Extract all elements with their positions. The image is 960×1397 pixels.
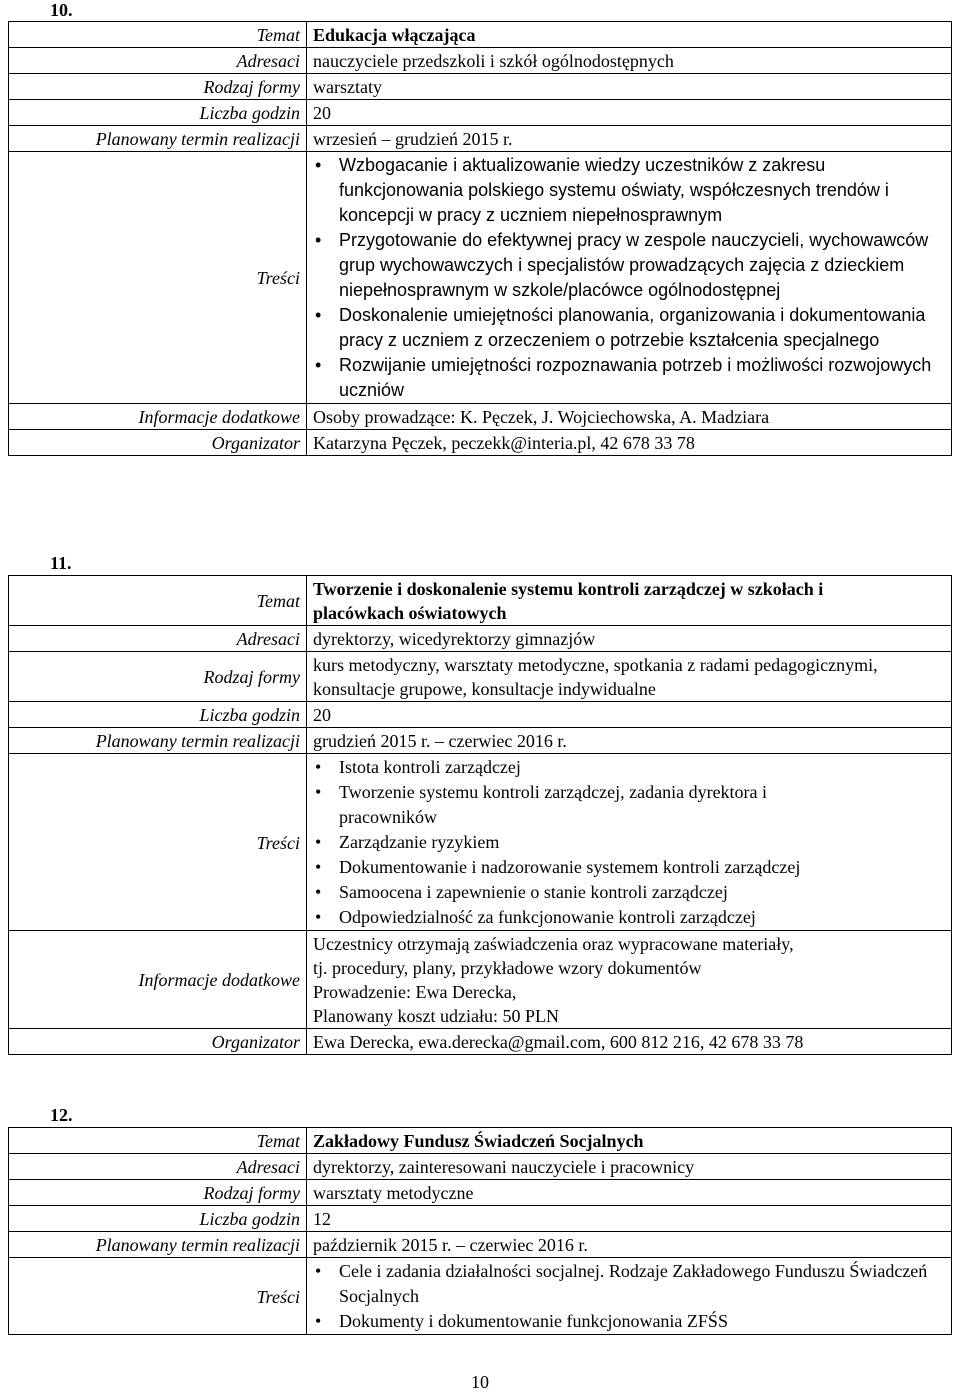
row-organizator xyxy=(9,1029,952,1055)
row-liczba xyxy=(9,702,952,728)
label: Planowany termin realizacji xyxy=(9,728,307,754)
label: Organizator xyxy=(9,1029,307,1055)
label: Adresaci xyxy=(9,1154,307,1180)
value: 12 xyxy=(307,1206,952,1232)
entry-table xyxy=(8,575,952,1055)
content-list xyxy=(313,1259,945,1334)
row-adresaci xyxy=(9,48,952,74)
list-item: • Dokumenty i dokumentowanie funkcjonowania ZFŚS xyxy=(339,1309,945,1334)
value: Katarzyna Pęczek, peczekk@interia.pl, 42 678 33 78 xyxy=(307,430,952,456)
row-temat xyxy=(9,1128,952,1154)
content-list xyxy=(313,153,945,403)
list-item: • Doskonalenie umiejętności planowania, organizowania i dokumentowania pracy z uczniem z orzeczeniem o potrzebie kształcenia specjalnego xyxy=(339,303,945,353)
row-tresci xyxy=(9,152,952,404)
label: Liczba godzin xyxy=(9,1206,307,1232)
label: Liczba godzin xyxy=(9,702,307,728)
label: Rodzaj formy xyxy=(9,74,307,100)
label: Rodzaj formy xyxy=(9,652,307,702)
row-rodzaj xyxy=(9,74,952,100)
label: Planowany termin realizacji xyxy=(9,126,307,152)
value: Osoby prowadzące: K. Pęczek, J. Wojciechowska, A. Madziara xyxy=(307,404,952,430)
row-rodzaj xyxy=(9,1180,952,1206)
value: dyrektorzy, wicedyrektorzy gimnazjów xyxy=(307,626,952,652)
row-adresaci xyxy=(9,626,952,652)
label: Treści xyxy=(9,754,307,931)
topic-value: Edukacja włączająca xyxy=(307,22,952,48)
list-item: • Wzbogacanie i aktualizowanie wiedzy uczestników z zakresu funkcjonowania polskiego systemu oświaty, współczesnych trendów i koncepcji w pracy z uczniem niepełnosprawnym xyxy=(339,153,945,228)
label: Informacje dodatkowe xyxy=(9,404,307,430)
value: warsztaty metodyczne xyxy=(307,1180,952,1206)
entry-number: 11. xyxy=(50,553,72,573)
row-tresci xyxy=(9,754,952,931)
label: Adresaci xyxy=(9,48,307,74)
row-informacje xyxy=(9,931,952,1029)
content-list-cell xyxy=(307,754,952,931)
list-item: • Samoocena i zapewnienie o stanie kontroli zarządczej xyxy=(339,880,855,905)
row-organizator xyxy=(9,430,952,456)
label: Temat xyxy=(9,22,307,48)
list-item: • Przygotowanie do efektywnej pracy w zespole nauczycieli, wychowawców grup wychowawczych i specjalistów prowadzących zajęcia z dzieckiem niepełnosprawnym w szkole/placówce ogólnodostępnej xyxy=(339,228,945,303)
label: Treści xyxy=(9,152,307,404)
label: Planowany termin realizacji xyxy=(9,1232,307,1258)
value: dyrektorzy, zainteresowani nauczyciele i pracownicy xyxy=(307,1154,952,1180)
label: Adresaci xyxy=(9,626,307,652)
value: wrzesień – grudzień 2015 r. xyxy=(307,126,952,152)
value: kurs metodyczny, warsztaty metodyczne, spotkania z radami pedagogicznymi, konsultacje grupowe, konsultacje indywidualne xyxy=(307,652,952,702)
label: Temat xyxy=(9,576,307,626)
value: październik 2015 r. – czerwiec 2016 r. xyxy=(307,1232,952,1258)
row-temat xyxy=(9,22,952,48)
value: grudzień 2015 r. – czerwiec 2016 r. xyxy=(307,728,952,754)
value: 20 xyxy=(307,702,952,728)
row-informacje xyxy=(9,404,952,430)
content-list-cell xyxy=(307,1258,952,1335)
row-tresci xyxy=(9,1258,952,1335)
topic-value: Zakładowy Fundusz Świadczeń Socjalnych xyxy=(307,1128,952,1154)
content-list-cell xyxy=(307,152,952,404)
content-list xyxy=(313,755,945,930)
entry-number: 12. xyxy=(50,1105,73,1125)
row-liczba xyxy=(9,1206,952,1232)
label: Liczba godzin xyxy=(9,100,307,126)
row-termin xyxy=(9,1232,952,1258)
value: nauczyciele przedszkoli i szkół ogólnodostępnych xyxy=(307,48,952,74)
row-rodzaj xyxy=(9,652,952,702)
list-item: • Dokumentowanie i nadzorowanie systemem kontroli zarządczej xyxy=(339,855,855,880)
list-item: • Istota kontroli zarządczej xyxy=(339,755,855,780)
label: Rodzaj formy xyxy=(9,1180,307,1206)
list-item: • Tworzenie systemu kontroli zarządczej, zadania dyrektora i pracowników xyxy=(339,780,855,830)
row-temat xyxy=(9,576,952,626)
row-termin xyxy=(9,126,952,152)
info-line: tj. procedury, plany, przykładowe wzory dokumentów xyxy=(313,958,702,978)
value: 20 xyxy=(307,100,952,126)
label: Informacje dodatkowe xyxy=(9,931,307,1029)
label: Treści xyxy=(9,1258,307,1335)
entry-number: 10. xyxy=(50,0,73,20)
entry-table xyxy=(8,21,952,456)
value: warsztaty xyxy=(307,74,952,100)
topic-value: Tworzenie i doskonalenie systemu kontroli zarządczej w szkołach i placówkach oświatowych xyxy=(307,576,952,626)
list-item: • Rozwijanie umiejętności rozpoznawania potrzeb i możliwości rozwojowych uczniów xyxy=(339,353,945,403)
list-item: • Odpowiedzialność za funkcjonowanie kontroli zarządczej xyxy=(339,905,855,930)
entry-table xyxy=(8,1127,952,1335)
list-item: • Cele i zadania działalności socjalnej. Rodzaje Zakładowego Funduszu Świadczeń Socjalnych xyxy=(339,1259,945,1309)
row-termin xyxy=(9,728,952,754)
row-adresaci xyxy=(9,1154,952,1180)
info-lines xyxy=(307,931,952,1029)
info-line: Planowany koszt udziału: 50 PLN xyxy=(313,1006,559,1026)
label: Organizator xyxy=(9,430,307,456)
value: Ewa Derecka, ewa.derecka@gmail.com, 600 812 216, 42 678 33 78 xyxy=(307,1029,952,1055)
list-item: • Zarządzanie ryzykiem xyxy=(339,830,855,855)
row-liczba xyxy=(9,100,952,126)
label: Temat xyxy=(9,1128,307,1154)
info-line: Uczestnicy otrzymają zaświadczenia oraz wypracowane materiały, xyxy=(313,934,794,954)
info-line: Prowadzenie: Ewa Derecka, xyxy=(313,982,517,1002)
page-number: 10 xyxy=(471,1372,489,1392)
